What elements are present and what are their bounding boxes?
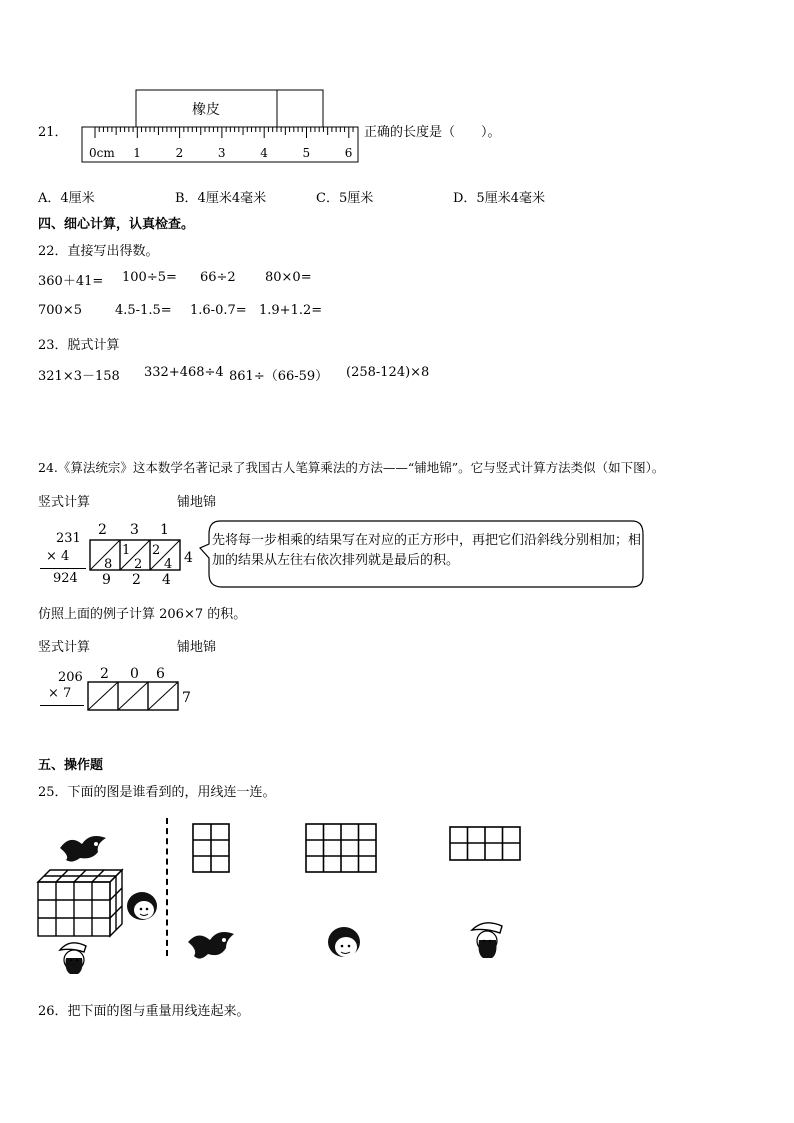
example-cell-digit: 4: [164, 557, 173, 572]
pudijin-exercise-grid: [86, 664, 196, 714]
example-cell-digit: 2: [134, 557, 143, 572]
girl-observer: [470, 920, 506, 964]
exercise-multiplicand: 206: [58, 670, 83, 685]
option-d[interactable]: D．5厘米4毫米: [453, 191, 545, 206]
q23-title: 23．脱式计算: [38, 338, 120, 353]
example-multiplier: × 4: [46, 549, 70, 564]
label-pudijin: 铺地锦: [177, 495, 217, 510]
q22-title: 22．直接写出得数。: [38, 244, 159, 259]
girl-icon: [60, 943, 86, 974]
view-2: [305, 823, 379, 875]
section-5-title: 五、操作题: [38, 758, 104, 773]
example-rule: [40, 568, 86, 569]
q26-title: 26．把下面的图与重量用线连起来。: [38, 1004, 250, 1019]
q21-question: 正确的长度是（ ）。: [364, 125, 501, 140]
label-vertical-calc: 竖式计算: [38, 495, 91, 510]
ruler-label: 1: [133, 146, 141, 160]
example-top-digit: 2: [98, 522, 107, 538]
boy-observer: [326, 926, 364, 962]
girl-icon: [472, 923, 502, 958]
bird-icon: [188, 932, 234, 959]
exercise-rule: [40, 705, 84, 706]
q22-item: 1.9+1.2=: [259, 303, 323, 318]
pudijin-example-grid: [88, 518, 198, 588]
example-bottom-digit: 9: [102, 572, 111, 588]
example-top-digit: 3: [130, 522, 139, 538]
example-product: 924: [53, 571, 78, 586]
q23-item: 321×3－158: [38, 369, 120, 384]
q21-number: 21．: [38, 125, 68, 140]
ruler-label: 4: [260, 146, 268, 160]
ruler-label: 2: [175, 146, 184, 160]
eraser-shape: [136, 90, 323, 127]
example-cell-digit: 2: [152, 543, 161, 558]
exercise-side-digit: 7: [182, 690, 191, 706]
ruler-figure: [80, 88, 360, 166]
q22-item: 360＋41=: [38, 274, 104, 289]
q23-item: 861÷（66-59）: [229, 369, 329, 384]
q23-item: (258-124)×8: [346, 365, 430, 380]
option-a[interactable]: A．4厘米: [38, 191, 95, 206]
q23-item: 332+468÷4: [144, 365, 224, 380]
example-bottom-digit: 4: [162, 572, 171, 588]
ruler-label: 6: [344, 146, 353, 160]
example-cell-digit: 8: [104, 557, 113, 572]
ruler-label: 0cm: [89, 146, 115, 160]
boy-icon: [328, 927, 360, 957]
q25-title: 25．下面的图是谁看到的，用线连一连。: [38, 785, 276, 800]
scene-figure: [36, 830, 166, 980]
dashed-divider: [166, 818, 168, 956]
bubble-text: 先将每一步相乘的结果写在对应的正方形中，再把它们沿斜线分别相加；相加的结果从左往右依次排列就是最后的积。: [212, 533, 642, 568]
q22-item: 4.5-1.5=: [115, 303, 172, 318]
view-1: [192, 823, 232, 875]
exercise-multiplier: × 7: [48, 686, 72, 701]
q22-item: 66÷2: [200, 270, 236, 285]
example-bottom-digit: 2: [132, 572, 141, 588]
q22-item: 700×5: [38, 303, 82, 318]
boy-icon: [127, 892, 157, 920]
option-b[interactable]: B．4厘米4毫米: [175, 191, 267, 206]
ruler-labels: [89, 146, 352, 160]
option-c[interactable]: C．5厘米: [316, 191, 374, 206]
label-pudijin-2: 铺地锦: [177, 640, 217, 655]
q22-item: 80×0=: [265, 270, 312, 285]
example-cell-digit: 1: [122, 543, 131, 558]
ruler-ticks: [95, 127, 353, 138]
exercise-top-digit: 0: [130, 666, 139, 682]
example-top-digit: 1: [160, 522, 169, 538]
label-vertical-calc-2: 竖式计算: [38, 640, 91, 655]
example-side-digit: 4: [184, 550, 193, 566]
ruler-label: 3: [217, 146, 226, 160]
section-4-title: 四、细心计算，认真检查。: [38, 217, 195, 232]
eraser-label: 橡皮: [192, 102, 220, 118]
q24-intro: 24.《算法统宗》这本数学名著记录了我国古人笔算乘法的方法——“铺地锦”。它与竖式计算方法类似（如下图）。: [38, 460, 665, 475]
exercise-top-digit: 6: [156, 666, 165, 682]
example-multiplicand: 231: [56, 531, 81, 546]
q22-item: 1.6-0.7=: [190, 303, 247, 318]
q22-item: 100÷5=: [122, 270, 177, 285]
view-3: [449, 826, 523, 862]
exercise-top-digit: 2: [100, 666, 109, 682]
q24-task: 仿照上面的例子计算 206×7 的积。: [38, 607, 247, 622]
bird-icon: [60, 836, 106, 862]
ruler-label: 5: [302, 146, 311, 160]
bird-observer: [186, 928, 242, 964]
